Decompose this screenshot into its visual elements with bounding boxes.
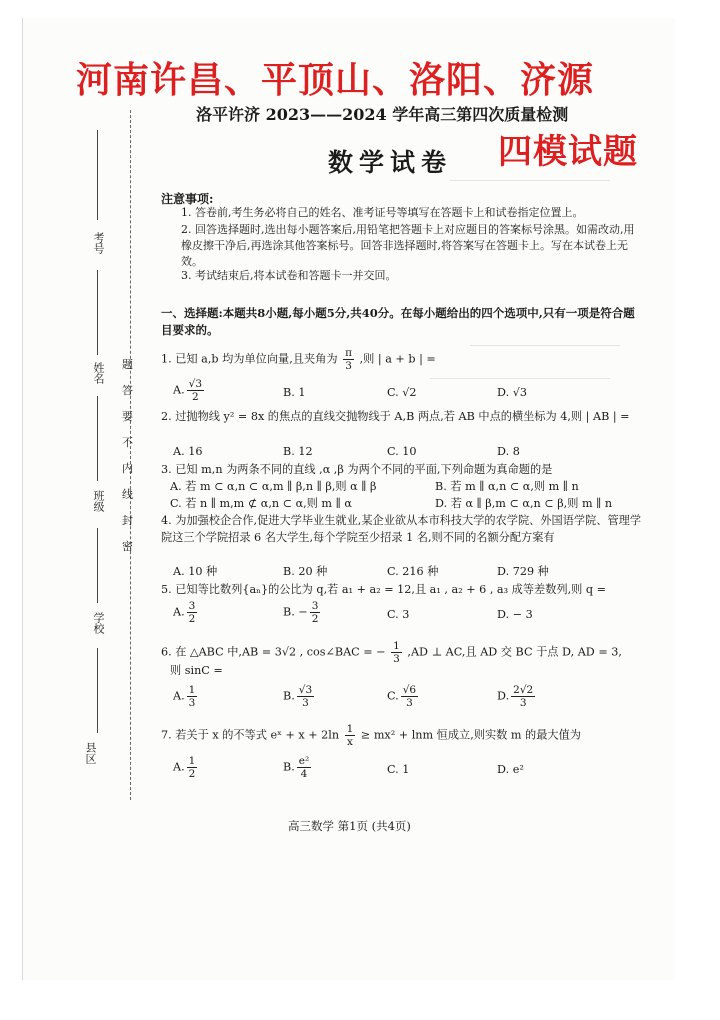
option-a: A. $\frac{1}{3}$ — [173, 684, 196, 709]
question-2: 2. 过抛物线 y² = 8x 的焦点的直线交抛物线于 A,B 两点,若 AB 中点的横坐标为 4,则 | AB | = — [161, 410, 630, 423]
question-5: 5. 已知等比数列{aₙ}的公比为 q,若 a₁ + a₂ = 12,且 a₁ , a₂ + 6 , a₃ 成等差数列,则 q = — [161, 583, 606, 596]
notice-item: 1. 答卷前,考生务必将自己的姓名、准考证号等填写在答题卡上和试卷指定位置上。 — [181, 206, 584, 219]
blank-line — [97, 648, 98, 733]
blank-line — [97, 270, 98, 355]
margin-label-exam-number: 考号 — [92, 232, 105, 254]
blank-line — [97, 528, 98, 603]
seal-char: 封 — [122, 514, 133, 527]
seal-char: 不 — [122, 436, 133, 449]
margin-label-school: 学校 — [92, 612, 105, 634]
page-footer: 高三数学 第1页 (共4页) — [288, 819, 411, 833]
option-b: B. 12 — [283, 445, 313, 458]
blank-line — [97, 396, 98, 481]
option-d: D. 8 — [497, 445, 520, 458]
fraction: $\frac{1}{3}$ — [393, 640, 400, 665]
margin-label-name: 姓名 — [92, 362, 105, 384]
option-a: A. 16 — [173, 445, 203, 458]
option-d: D. − 3 — [497, 608, 533, 621]
question-4: 4. 为加强校企合作,促进大学毕业生就业,某企业欲从本市科技大学的农学院、外国语学院、管理学院这三个学院招录 6 名大学生,每个学院至少招录 1 名,则不同的名额分配方案有 — [161, 514, 642, 544]
seal-char: 内 — [122, 462, 133, 475]
seal-char: 密 — [122, 540, 133, 553]
promo-banner-title: 四模试题 — [498, 132, 638, 172]
section-heading: 一、选择题:本题共8小题,每小题5分,共40分。在每小题给出的四个选项中,只有一项是符合题目要求的。 — [161, 306, 635, 337]
option-b: B. 1 — [283, 386, 306, 399]
question-7: 7. 若关于 x 的不等式 eˣ + x + 2ln $\frac{1}{x}$ ≥ mx² + lnm 恒成立,则实数 m 的最大值为 — [161, 723, 581, 748]
margin-label-class: 班级 — [92, 490, 105, 512]
option-c: C. $\frac{√6}{3}$ — [387, 684, 417, 709]
seal-char: 要 — [122, 410, 133, 423]
fraction: $\frac{\pi}{3}$ — [345, 347, 353, 372]
paper-title: 数学试卷 — [328, 148, 453, 177]
option-b: B. − $\frac{3}{2}$ — [283, 600, 319, 625]
blank-line — [97, 130, 98, 220]
option-d: D. $\frac{2√2}{3}$ — [497, 684, 534, 709]
seal-char: 答 — [122, 384, 133, 397]
option-b: B. 20 种 — [283, 565, 328, 578]
option-b: B. 若 m ∥ α,n ⊂ α,则 m ∥ n — [435, 480, 579, 493]
notice-item: 3. 考试结束后,将本试卷和答题卡一并交回。 — [181, 269, 397, 282]
question-6: 6. 在 △ABC 中,AB = 3√2 , cos∠BAC = − $\frac{1}{3}$ ,AD ⊥ AC,且 AD 交 BC 于点 D, AD = 3, — [161, 640, 622, 665]
option-b: B. $\frac{√3}{3}$ — [283, 684, 313, 709]
option-a: A. $\frac{3}{2}$ — [173, 600, 196, 625]
question-6-continued: 则 sinC = — [170, 664, 223, 677]
question-3: 3. 已知 m,n 为两条不同的直线 ,α ,β 为两个不同的平面,下列命题为真命题的是 — [161, 463, 553, 476]
promo-banner-region: 河南许昌、平顶山、洛阳、济源 — [76, 60, 595, 101]
notice-item: 2. 回答选择题时,选出每小题答案后,用铅笔把答题卡上对应题目的答案标号涂黑。如需改动,用橡皮擦干净后,再选涂其他答案标号。回答非选择题时,将答案写在答题卡上。写在本试卷上无效。 — [181, 223, 635, 268]
seal-char: 题 — [122, 358, 133, 371]
option-c: C. 1 — [387, 763, 410, 776]
option-d: D. e² — [497, 763, 524, 776]
exam-title: 洛平许济 2023——2024 学年高三第四次质量检测 — [196, 105, 569, 124]
option-c: C. 216 种 — [387, 565, 439, 578]
option-d: D. 若 α ∥ β,m ⊂ α,n ⊂ β,则 m ∥ n — [435, 497, 613, 510]
binding-dashed-line — [130, 110, 131, 800]
margin-label-county: 县区 — [84, 742, 97, 764]
option-c: C. 若 n ∥ m,m ⊄ α,n ⊂ α,则 m ∥ α — [170, 497, 352, 510]
option-a: A. 若 m ⊂ α,n ⊂ α,m ∥ β,n ∥ β,则 α ∥ β — [170, 480, 377, 493]
option-c: C. 3 — [387, 608, 410, 621]
notice-heading: 注意事项: — [161, 192, 214, 206]
question-1: 1. 已知 a,b 均为单位向量,且夹角为 $\frac{\pi}{3}$ ,则 | a + b | = — [161, 347, 436, 372]
seal-char: 线 — [122, 488, 133, 501]
option-a: A. $\frac{√3}{2}$ — [173, 378, 203, 403]
option-a: A. $\frac{1}{2}$ — [173, 755, 196, 780]
option-d: D. 729 种 — [497, 565, 549, 578]
option-c: C. √2 — [387, 386, 417, 399]
option-a: A. 10 种 — [173, 565, 218, 578]
fraction: $\frac{1}{x}$ — [346, 723, 354, 748]
option-b: B. $\frac{\text{e²}}{4}$ — [283, 755, 310, 780]
option-c: C. 10 — [387, 445, 417, 458]
option-d: D. √3 — [497, 386, 527, 399]
